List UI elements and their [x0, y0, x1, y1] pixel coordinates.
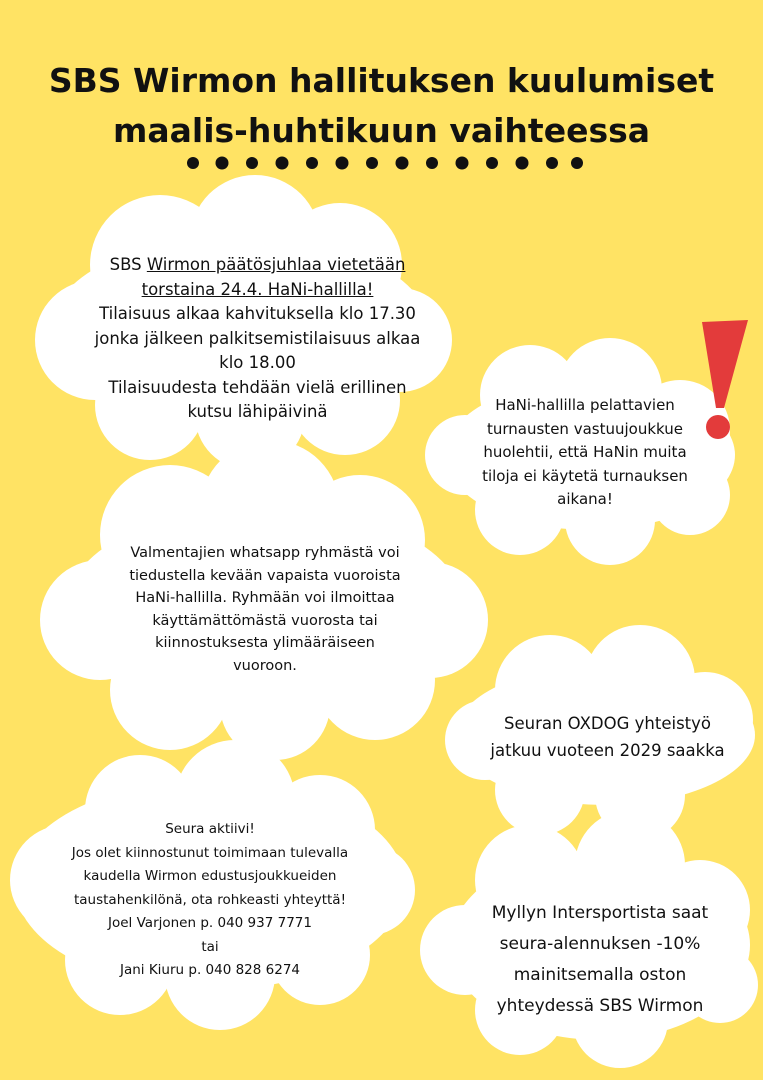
note-whatsapp-line-3: HaNi-hallilla. Ryhmään voi ilmoittaa — [135, 590, 395, 606]
note-turnaus-line-3: huolehtii, että HaNin muita — [483, 443, 687, 461]
note-paatosjuhla-line-7: kutsu lähipäivinä — [187, 402, 328, 421]
note-oxdog-line-1: Seuran OXDOG yhteistyö — [504, 714, 711, 733]
note-intersport — [460, 898, 740, 1022]
note-aktiivi-phone-joel: Joel Varjonen p. 040 937 7771 — [108, 915, 312, 931]
note-whatsapp-line-5: kiinnostuksesta ylimääräiseen — [155, 635, 375, 651]
note-oxdog-line-2: jatkuu vuoteen 2029 saakka — [490, 741, 725, 760]
note-aktiivi-line-1: Seura aktiivi! — [165, 821, 255, 837]
note-aktiivi-phone-jani: Jani Kiuru p. 040 828 6274 — [119, 962, 301, 978]
note-intersport-line-3: mainitsemalla oston — [513, 965, 687, 985]
note-aktiivi-line-4: taustahenkilönä, ota rohkeasti yhteyttä! — [73, 891, 346, 908]
note-oxdog — [465, 710, 750, 764]
note-turnaus-line-1: HaNi-hallilla pelattavien — [495, 396, 675, 414]
title-line-1: SBS Wirmon hallituksen kuulumiset — [48, 61, 715, 100]
note-aktiivi-line-2: Jos olet kiinnostunut toimimaan tulevalla — [71, 844, 349, 861]
note-whatsapp-line-2: tiedustella kevään vapaista vuoroista — [129, 567, 401, 584]
title-line-2: maalis-huhtikuun vaihteessa — [112, 111, 651, 150]
note-paatosjuhla-date-2: torstaina 24.4. HaNi-hallilla! — [141, 279, 374, 299]
note-whatsapp — [95, 542, 435, 677]
note-paatosjuhla — [70, 253, 445, 425]
note-turnaus-line-5: aikana! — [557, 490, 613, 508]
note-turnaus-line-2: turnausten vastuujoukkue — [487, 419, 683, 438]
note-paatosjuhla-line-5: klo 18.00 — [219, 353, 296, 372]
note-aktiivi — [35, 818, 385, 983]
note-paatosjuhla-line-4: jonka jälkeen palkitsemistilaisuus alkaa — [94, 328, 421, 348]
note-paatosjuhla-line-3: Tilaisuus alkaa kahvituksella klo 17.30 — [99, 304, 416, 323]
note-intersport-line-1: Myllyn Intersportista saat — [491, 903, 709, 923]
note-paatosjuhla-line-6: Tilaisuudesta tehdään vielä erillinen — [108, 377, 407, 397]
note-aktiivi-line-3: kaudella Wirmon edustusjoukkueiden — [83, 868, 337, 884]
note-paatosjuhla-date-1: Wirmon päätösjuhlaa vietetään — [146, 255, 406, 274]
note-paatosjuhla-prefix: SBS — [109, 255, 147, 274]
note-intersport-line-4: yhteydessä SBS Wirmon — [496, 996, 704, 1016]
note-intersport-line-2: seura-alennuksen -10% — [499, 934, 701, 954]
note-aktiivi-line-6: tai — [201, 938, 219, 955]
note-turnaus — [455, 394, 715, 512]
note-turnaus-line-4: tiloja ei käytetä turnauksen — [482, 466, 688, 485]
note-whatsapp-line-4: käyttämättömästä vuorosta tai — [152, 612, 378, 629]
note-whatsapp-line-1: Valmentajien whatsapp ryhmästä voi — [130, 545, 400, 561]
note-whatsapp-line-6: vuoroon. — [233, 657, 297, 674]
